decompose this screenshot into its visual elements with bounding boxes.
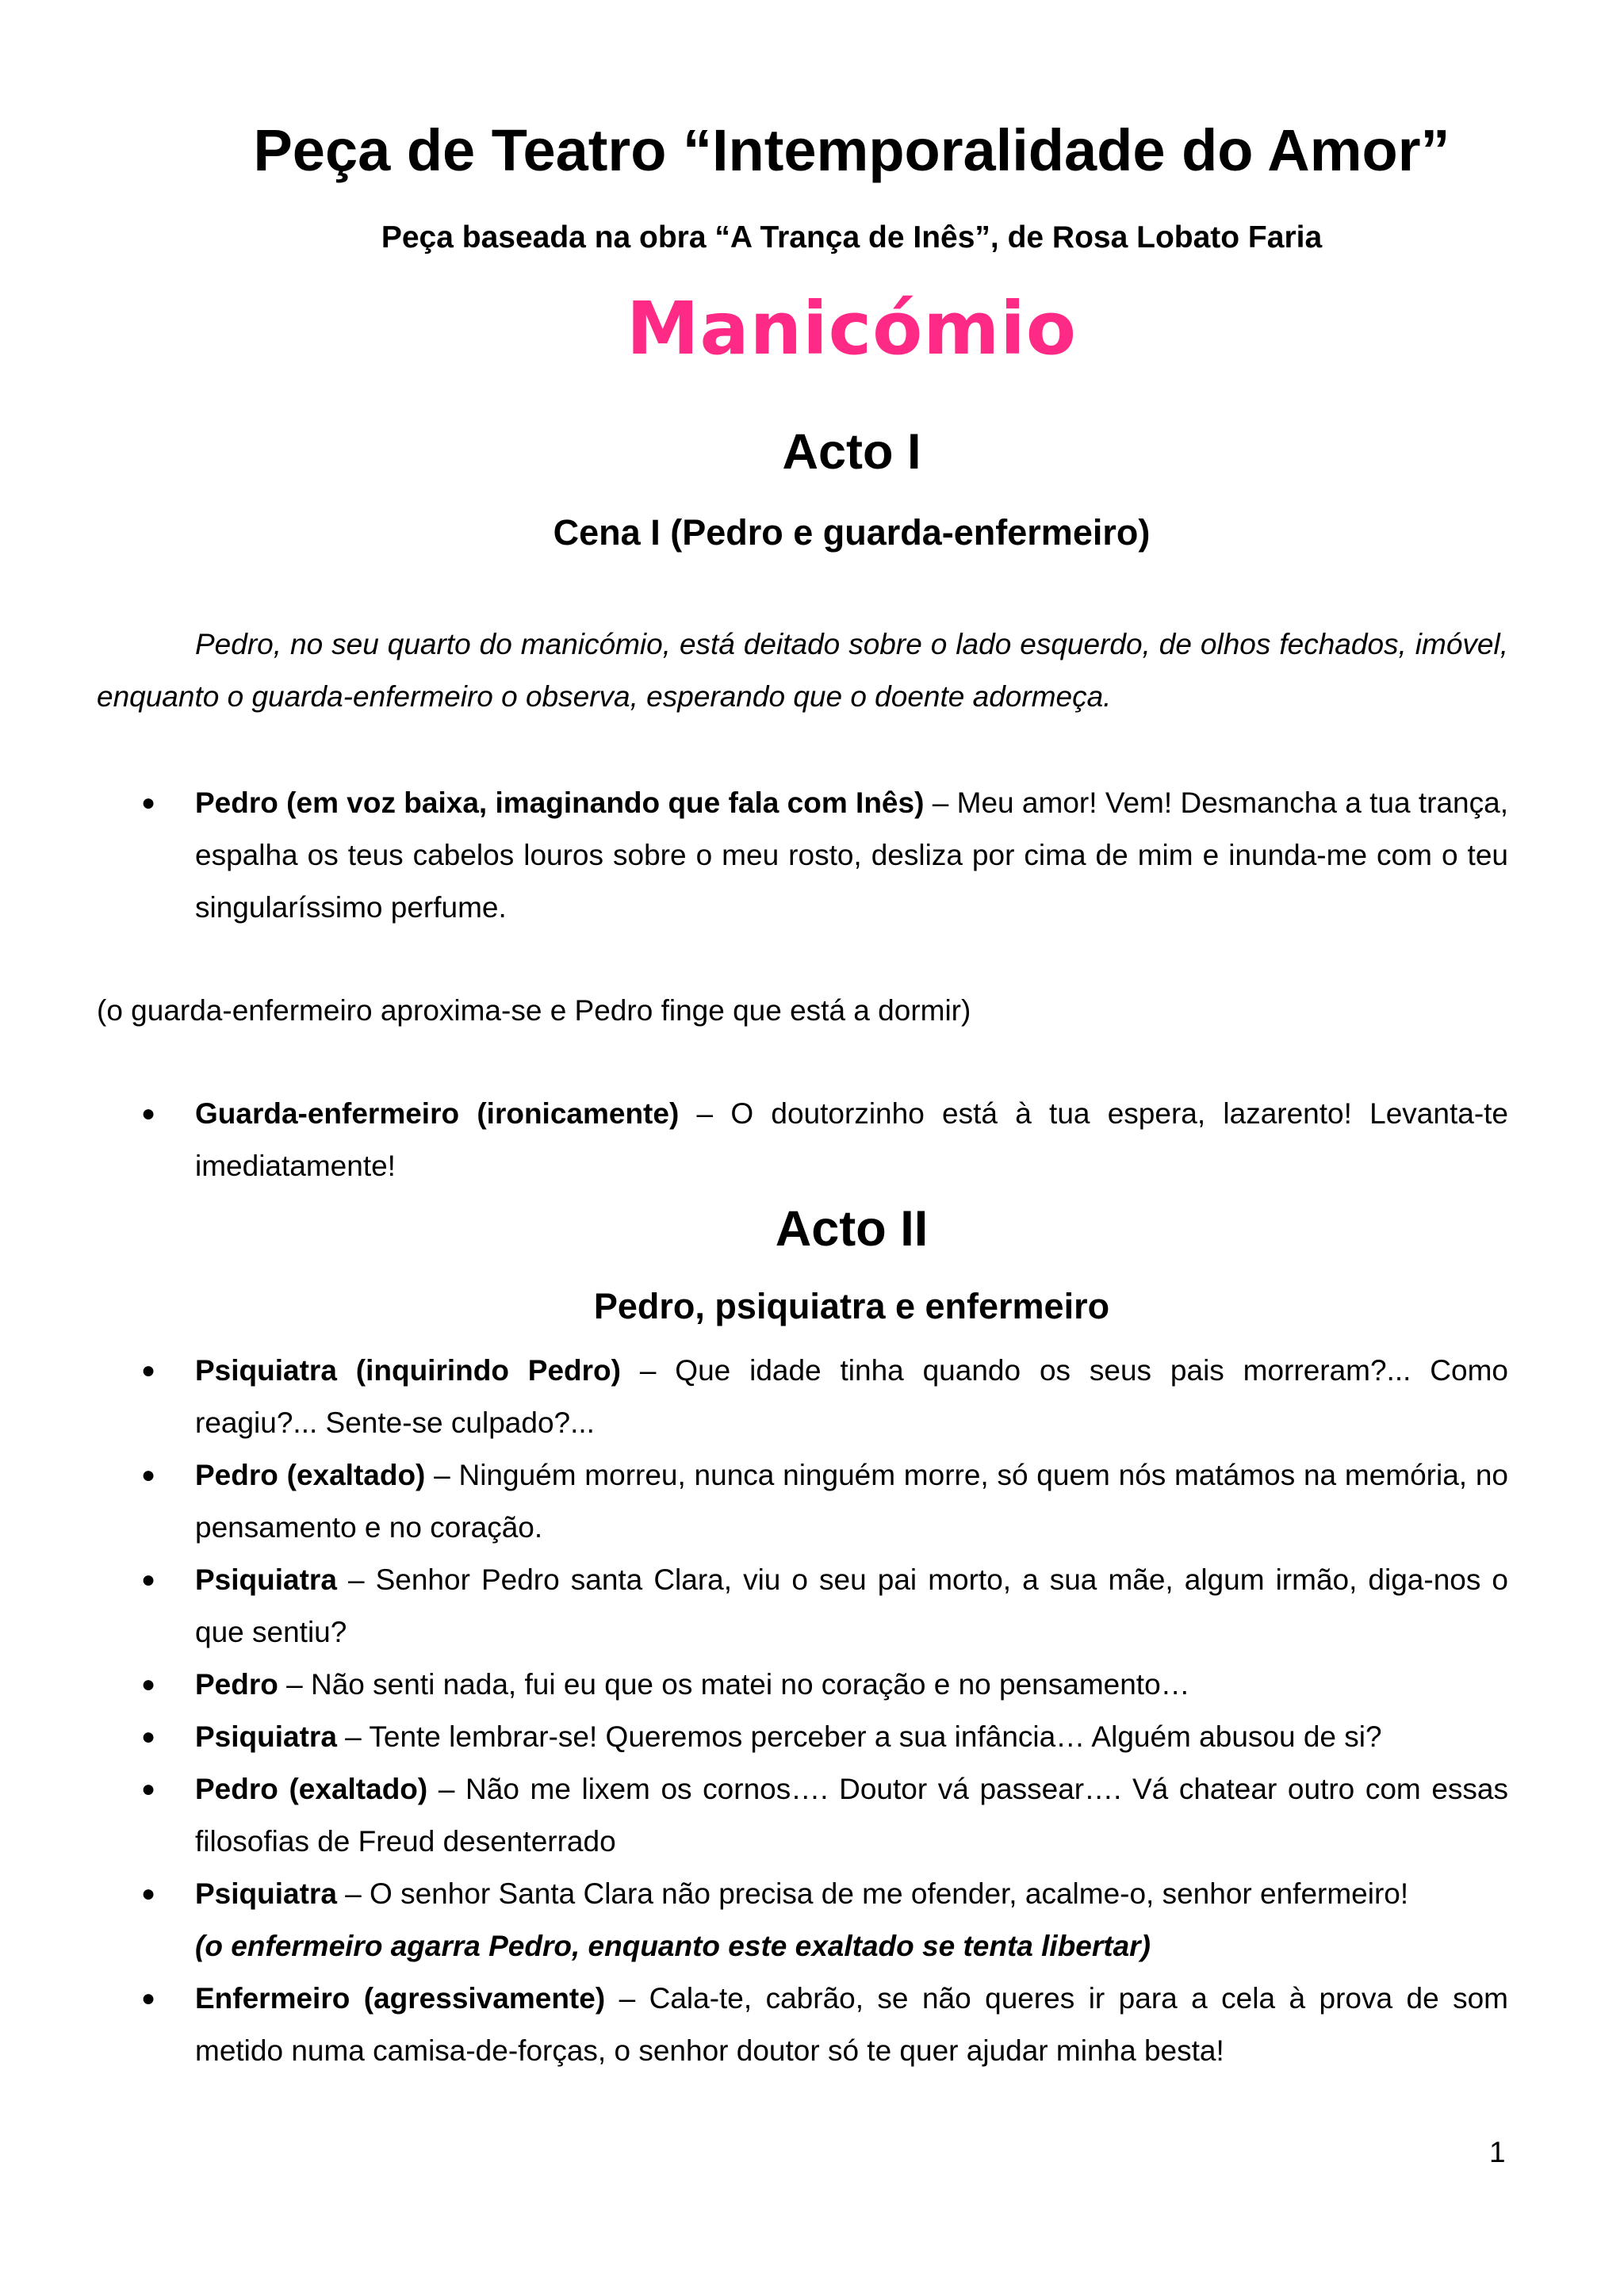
bullet-icon: ● <box>141 1567 156 1593</box>
dialogue-line <box>97 1763 1508 1868</box>
speaker-name: Psiquiatra (inquirindo Pedro) <box>195 1354 621 1387</box>
act-2-scene-heading: Pedro, psiquiatra e enfermeiro <box>593 1286 1110 1326</box>
bullet-icon: ● <box>141 1724 156 1750</box>
speaker-name: Psiquiatra <box>195 1877 337 1910</box>
speaker-name: Guarda-enfermeiro (ironicamente) <box>195 1097 680 1130</box>
act-2-dialogue <box>97 1345 1508 2077</box>
dialogue-text: – Não senti nada, fui eu que os matei no coração e no pensamento… <box>278 1668 1190 1701</box>
act-1-dialogue-1 <box>97 777 1508 934</box>
dialogue-text: – Meu amor! Vem! Desmancha a tua trança, espalha os teus cabelos louros sobre o meu rosto, desliza por cima de mim e inunda-me com o teu singularíssimo perfume. <box>195 786 1508 924</box>
dialogue-line <box>97 1973 1508 2077</box>
bullet-icon: ● <box>141 1357 156 1383</box>
document-title: Peça de Teatro “Intemporalidade do Amor” <box>253 117 1450 183</box>
act-1-scene-heading: Cena I (Pedro e guarda-enfermeiro) <box>553 512 1151 553</box>
dialogue-text: – Ninguém morreu, nunca ninguém morre, só quem nós matámos na memória, no pensamento e no coração. <box>195 1459 1508 1544</box>
dialogue-text: – Cala-te, cabrão, se não queres ir para a cela à prova de som metido numa camisa-de-forças, o senhor doutor só te quer ajudar minha besta! <box>195 1982 1508 2067</box>
speaker-name: Enfermeiro (agressivamente) <box>195 1982 606 2015</box>
dialogue-line <box>97 1554 1508 1659</box>
dialogue-line <box>97 1868 1508 1920</box>
dialogue-line <box>97 1345 1508 1449</box>
speaker-name: Pedro (exaltado) <box>195 1773 428 1805</box>
bullet-icon: ● <box>141 790 156 816</box>
dialogue-text: – O doutorzinho está à tua espera, lazarento! Levanta-te imediatamente! <box>195 1097 1508 1182</box>
document-subtitle: Peça baseada na obra “A Trança de Inês”, de Rosa Lobato Faria <box>381 220 1323 254</box>
page-number: 1 <box>1489 2136 1506 2168</box>
dialogue-line <box>97 1449 1508 1554</box>
act-2-heading: Acto II <box>775 1201 929 1257</box>
bullet-icon: ● <box>141 1462 156 1488</box>
speaker-name: Pedro <box>195 1668 278 1701</box>
stage-direction: Pedro, no seu quarto do manicómio, está deitado sobre o lado esquerdo, de olhos fechados, imóvel, enquanto o guarda-enfermeiro o observa, esperando que o doente adormeça. <box>97 628 1508 713</box>
dialogue-text: – O senhor Santa Clara não precisa de me ofender, acalme-o, senhor enfermeiro! <box>336 1877 1409 1910</box>
bullet-icon: ● <box>141 1671 156 1697</box>
speaker-name: Pedro (em voz baixa, imaginando que fala com Inês) <box>195 786 925 819</box>
stage-note: (o guarda-enfermeiro aproxima-se e Pedro finge que está a dormir) <box>97 994 971 1027</box>
dialogue-text: – Tente lembrar-se! Queremos perceber a sua infância… Alguém abusou de si? <box>336 1720 1382 1753</box>
dialogue-text: – Não me lixem os cornos…. Doutor vá passear…. Vá chatear outro com essas filosofias de Freud desenterrado <box>195 1773 1508 1858</box>
dialogue-line <box>97 1088 1508 1192</box>
speaker-name: Pedro (exaltado) <box>195 1459 426 1491</box>
direction-text: (o enfermeiro agarra Pedro, enquanto este exaltado se tenta libertar) <box>195 1930 1151 1962</box>
bullet-icon: ● <box>141 1881 156 1907</box>
dialogue-line <box>97 777 1508 934</box>
bullet-icon: ● <box>141 1985 156 2011</box>
dialogue-line <box>97 1711 1508 1763</box>
act-1-heading: Acto I <box>782 424 921 480</box>
stage-direction-inline <box>97 1920 1508 1973</box>
dialogue-line <box>97 1659 1508 1711</box>
manicomio-logo: Manicómio <box>626 286 1077 371</box>
speaker-name: Psiquiatra <box>195 1563 337 1596</box>
dialogue-text: – Que idade tinha quando os seus pais morreram?... Como reagiu?... Sente-se culpado?... <box>195 1354 1508 1439</box>
act-1-dialogue-2 <box>97 1088 1508 1192</box>
bullet-icon: ● <box>141 1776 156 1802</box>
dialogue-text: – Senhor Pedro santa Clara, viu o seu pai morto, a sua mãe, algum irmão, diga-nos o que sentiu? <box>195 1563 1508 1648</box>
bullet-icon: ● <box>141 1100 156 1127</box>
speaker-name: Psiquiatra <box>195 1720 337 1753</box>
